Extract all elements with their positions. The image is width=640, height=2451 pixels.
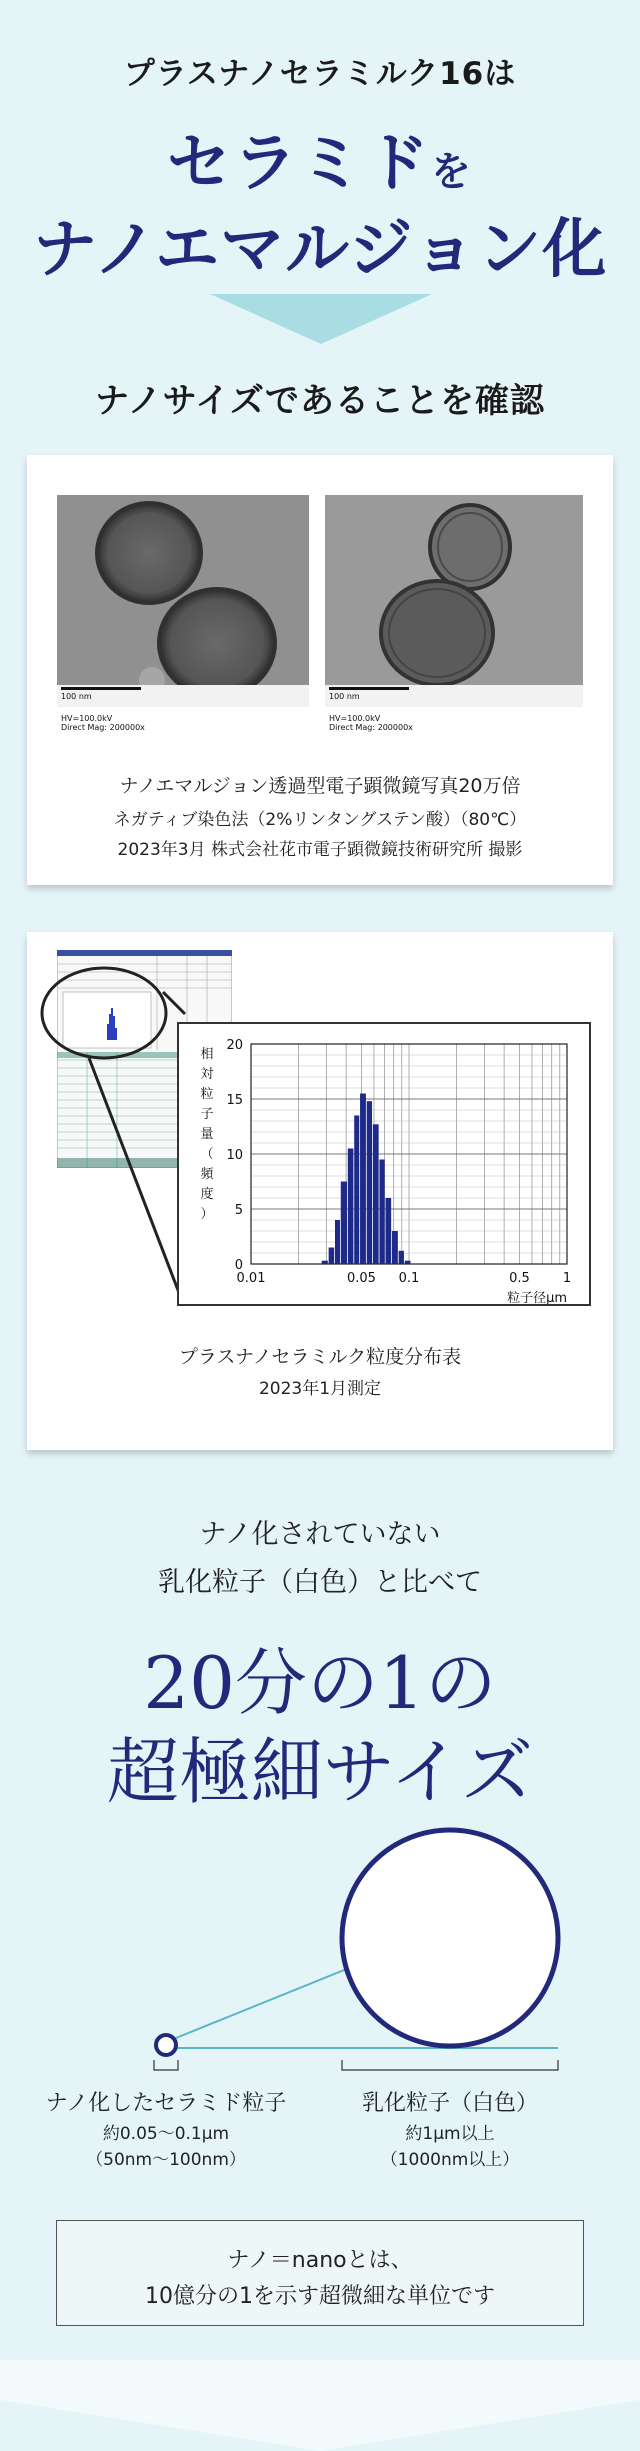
y-tick-label: 0	[234, 1258, 243, 1273]
microscope-caption-2: ネガティブ染色法（2%リンタングステン酸）（80℃）	[113, 810, 527, 830]
micrograph-2-svg	[325, 495, 583, 707]
histogram-bar	[348, 1149, 354, 1265]
histogram-bar	[373, 1124, 379, 1264]
distribution-card	[27, 932, 613, 1450]
y-axis-label-char: 度	[200, 1187, 214, 1202]
comparison-headline-2: 超極細サイズ	[106, 1730, 534, 1814]
hero-headline-main: セラミド	[167, 127, 431, 201]
y-axis-label-char: ）	[200, 1207, 214, 1222]
voltage-label: HV=100.0kV	[329, 714, 381, 723]
microscope-card	[27, 455, 613, 885]
distribution-caption-2: 2023年1月測定	[258, 1379, 382, 1399]
magnification-label: Direct Mag: 200000x	[61, 723, 145, 732]
emulsion-particle-size-nm: （1000nm以上）	[380, 2150, 520, 2170]
distribution-chart-frame	[177, 1022, 591, 1306]
x-tick-label: 0.1	[398, 1271, 420, 1286]
histogram-bar	[322, 1261, 328, 1264]
histogram-bar	[405, 1261, 411, 1264]
histogram-bar	[341, 1182, 347, 1265]
micrograph-1-meta	[61, 692, 92, 701]
scale-bar	[61, 687, 141, 690]
x-tick-label: 1	[562, 1271, 572, 1286]
scale-bar	[329, 687, 409, 690]
down-arrow-icon	[210, 294, 432, 344]
confirm-heading: ナノサイズであることを確認	[95, 381, 545, 421]
histogram-bar	[399, 1251, 404, 1264]
nano-particle-size: 約0.05〜0.1μm	[102, 2124, 230, 2144]
y-tick-label: 20	[226, 1038, 243, 1053]
x-tick-label: 0.5	[509, 1271, 530, 1286]
emulsion-bracket	[342, 2060, 558, 2070]
nano-definition-box	[56, 2220, 584, 2326]
hero-headline-particle: を	[431, 149, 473, 195]
y-axis-label-char: 粒	[200, 1087, 214, 1102]
zoom-circle-icon	[42, 968, 166, 1058]
hero-subtitle: プラスナノセラミルク16は	[123, 56, 517, 92]
histogram-bar	[354, 1116, 359, 1265]
y-tick-label: 15	[226, 1093, 243, 1108]
particle-size-diagram	[0, 1820, 640, 2100]
nano-bracket	[154, 2060, 178, 2070]
nano-particle-title: ナノ化したセラミド粒子	[45, 2091, 287, 2116]
micrograph-2-meta	[329, 692, 360, 701]
micrograph-2-meta-2	[329, 714, 413, 732]
hero-headline-line2: ナノエマルジョン化	[32, 213, 608, 287]
nano-particle-circle	[156, 2035, 176, 2055]
vesicle-shape	[97, 503, 201, 603]
y-axis-label-char: 対	[200, 1067, 214, 1082]
microscope-caption-1: ナノエマルジョン透過型電子顕微鏡写真20万倍	[119, 775, 521, 797]
y-axis-label-char: 子	[200, 1107, 214, 1122]
microscope-caption-3: 2023年3月 株式会社花市電子顕微鏡技術研究所 撮影	[117, 840, 523, 860]
nano-particle-size-nm: （50nm〜100nm）	[86, 2150, 246, 2170]
histogram-bar	[335, 1220, 340, 1264]
y-tick-label: 5	[234, 1203, 243, 1218]
histogram-bar	[379, 1160, 384, 1265]
x-tick-label: 0.01	[236, 1271, 266, 1286]
hero-headline-line1	[0, 112, 640, 204]
nano-definition-2: 10億分の1を示す超微細な単位です	[145, 2284, 495, 2309]
comparison-intro-1: ナノ化されていない	[199, 1519, 441, 1550]
vesicle-shape	[381, 581, 493, 685]
y-axis-label-char: 相	[200, 1047, 214, 1062]
histogram-bar	[385, 1198, 391, 1264]
vesicle-shape	[159, 589, 275, 697]
y-axis-label-char: 量	[200, 1127, 214, 1142]
emulsion-particle-size: 約1μm以上	[405, 2124, 495, 2144]
micrograph-1-meta-2	[61, 714, 145, 732]
micrograph-image-1	[57, 495, 309, 707]
comparison-intro-2: 乳化粒子（白色）と比べて	[158, 1567, 482, 1598]
histogram-bar	[392, 1231, 398, 1264]
y-axis-label-char: 頻	[200, 1167, 214, 1182]
histogram-bar	[329, 1248, 335, 1265]
voltage-label: HV=100.0kV	[61, 714, 113, 723]
y-tick-label: 10	[226, 1148, 243, 1163]
nano-definition-1: ナノ＝nanoとは、	[227, 2248, 413, 2273]
emulsion-particle-title: 乳化粒子（白色）	[361, 2091, 538, 2116]
emulsion-particle-circle	[342, 1830, 558, 2046]
x-tick-label: 0.05	[346, 1271, 376, 1286]
histogram-bar	[367, 1101, 372, 1264]
comparison-headline-1: 20分の1の	[143, 1641, 497, 1725]
scale-label: 100 nm	[329, 692, 360, 701]
distribution-caption-1: プラスナノセラミルク粒度分布表	[178, 1346, 462, 1368]
vesicle-shape	[430, 505, 510, 589]
scale-label: 100 nm	[61, 692, 92, 701]
y-axis-label-char: （	[200, 1147, 214, 1162]
bottom-arrow-icon	[0, 2360, 640, 2451]
magnification-label: Direct Mag: 200000x	[329, 723, 413, 732]
x-axis-label: 粒子径μm	[507, 1291, 567, 1304]
micrograph-image-2	[325, 495, 583, 707]
distribution-chart	[179, 1024, 589, 1304]
histogram-bar	[360, 1094, 366, 1265]
micrograph-1-svg	[57, 495, 309, 707]
